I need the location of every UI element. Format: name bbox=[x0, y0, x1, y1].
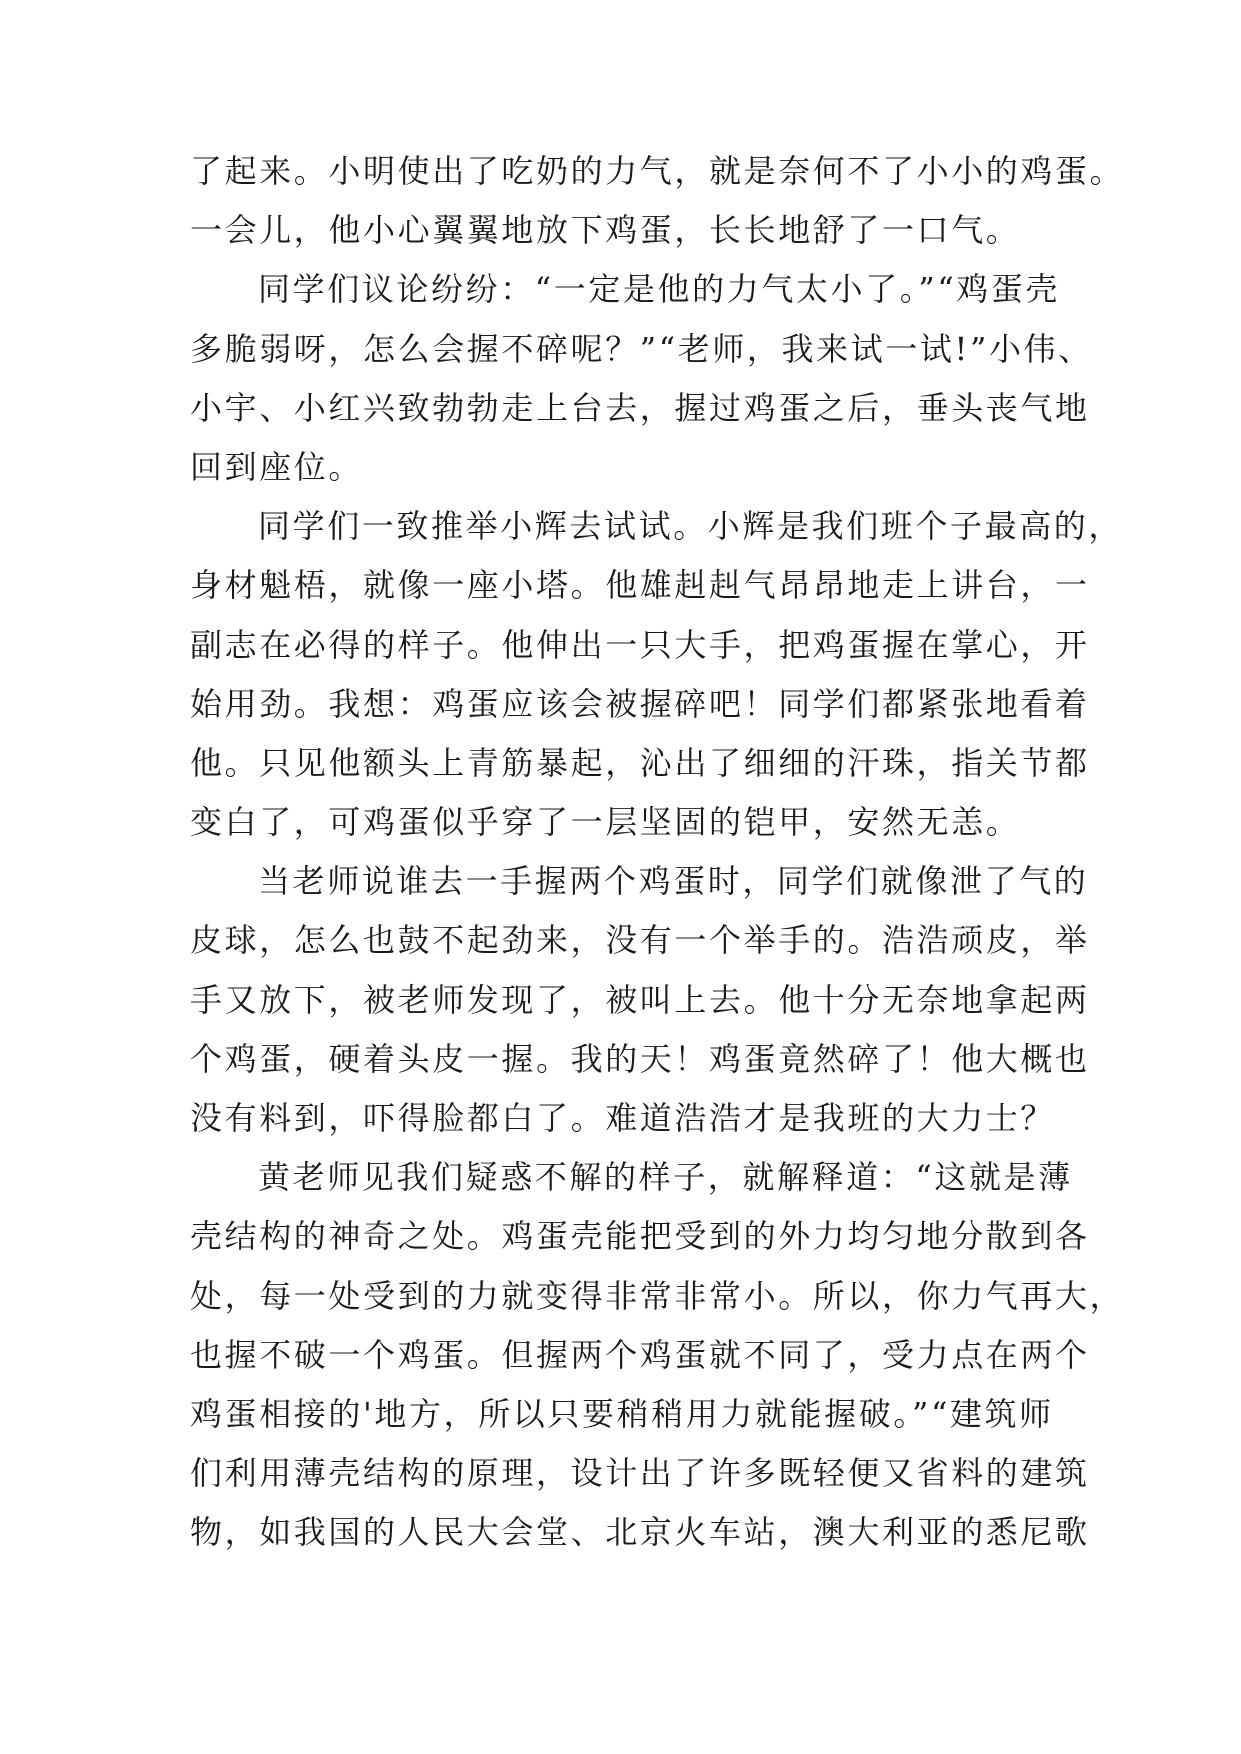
text-line: 鸡蛋相接的'地方，所以只要稍稍用力就能握破。”“建筑师 bbox=[190, 1394, 1054, 1433]
text-line: 手又放下，被老师发现了，被叫上去。他十分无奈地拿起两 bbox=[190, 980, 1090, 1019]
text-line: 同学们议论纷纷：“一定是他的力气太小了。”“鸡蛋壳 bbox=[258, 270, 1061, 309]
text-line: 变白了，可鸡蛋似乎穿了一层坚固的铠甲，安然无恙。 bbox=[190, 803, 1021, 842]
text-line: 多脆弱呀，怎么会握不碎呢？”“老师，我来试一试!”小伟、 bbox=[190, 329, 1093, 368]
text-line: 壳结构的神奇之处。鸡蛋壳能把受到的外力均匀地分散到各 bbox=[190, 1217, 1090, 1256]
text-line: 物，如我国的人民大会堂、北京火车站，澳大利亚的悉尼歌 bbox=[190, 1513, 1090, 1552]
text-line: 同学们一致推举小辉去试试。小辉是我们班个子最高的， bbox=[258, 507, 1124, 546]
text-line: 回到座位。 bbox=[190, 447, 364, 486]
text-line: 始用劲。我想：鸡蛋应该会被握碎吧！同学们都紧张地看着 bbox=[190, 684, 1090, 723]
text-line: 个鸡蛋，硬着头皮一握。我的天！鸡蛋竟然碎了！他大概也 bbox=[190, 1039, 1090, 1078]
text-line: 们利用薄壳结构的原理，设计出了许多既轻便又省料的建筑 bbox=[190, 1454, 1090, 1493]
text-line: 副志在必得的样子。他伸出一只大手，把鸡蛋握在掌心，开 bbox=[190, 625, 1090, 664]
essay-body bbox=[190, 142, 1125, 1563]
text-line: 了起来。小明使出了吃奶的力气，就是奈何不了小小的鸡蛋。 bbox=[190, 152, 1125, 190]
text-line: 也握不破一个鸡蛋。但握两个鸡蛋就不同了，受力点在两个 bbox=[190, 1335, 1090, 1374]
text-line: 他。只见他额头上青筋暴起，沁出了细细的汗珠，指关节都 bbox=[190, 743, 1090, 782]
text-line: 处，每一处受到的力就变得非常非常小。所以，你力气再大， bbox=[190, 1276, 1125, 1315]
text-line: 没有料到，吓得脸都白了。难道浩浩才是我班的大力士？ bbox=[190, 1099, 1056, 1137]
text-line: 皮球，怎么也鼓不起劲来，没有一个举手的。浩浩顽皮，举 bbox=[190, 921, 1090, 960]
text-line: 身材魁梧，就像一座小塔。他雄赳赳气昂昂地走上讲台，一 bbox=[190, 566, 1090, 605]
text-line: 小宇、小红兴致勃勃走上台去，握过鸡蛋之后，垂头丧气地 bbox=[190, 388, 1090, 427]
text-line: 黄老师见我们疑惑不解的样子，就解释道：“这就是薄 bbox=[258, 1158, 1073, 1197]
text-line: 一会儿，他小心翼翼地放下鸡蛋，长长地舒了一口气。 bbox=[190, 211, 1021, 250]
text-line: 当老师说谁去一手握两个鸡蛋时，同学们就像泄了气的 bbox=[258, 862, 1089, 901]
